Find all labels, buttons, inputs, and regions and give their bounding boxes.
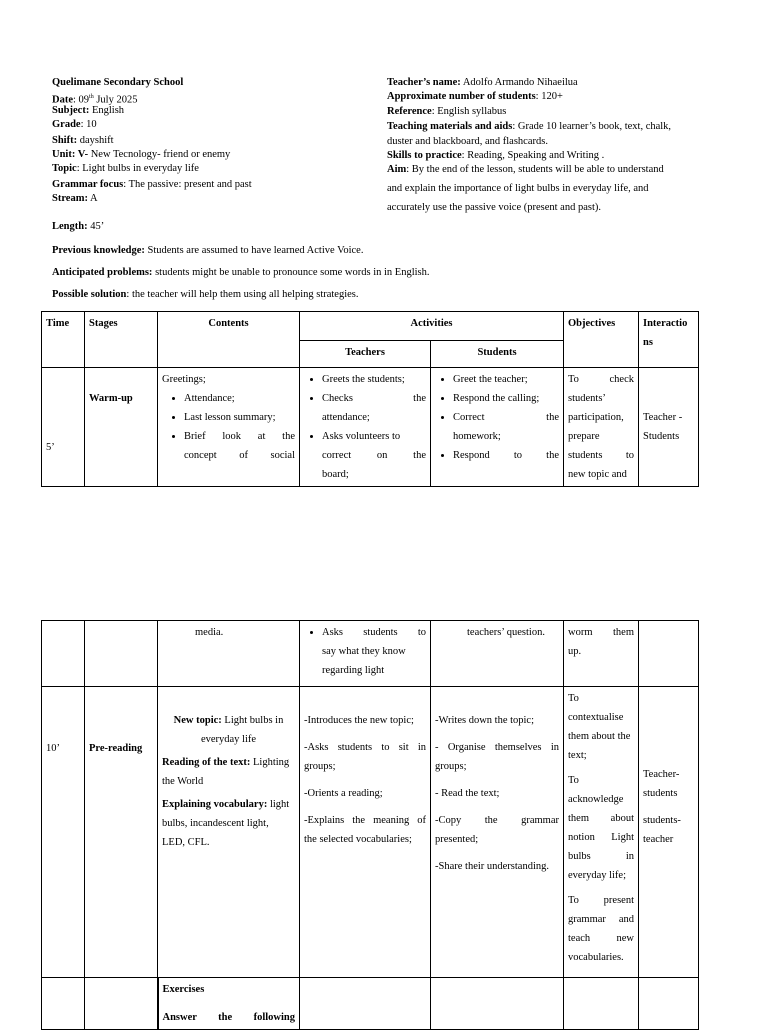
- prereading-objectives: To contextualise them about the text; To acknowledge them about notion Light bulbs in everyday life; To present grammar and teach new vocabularies.: [564, 687, 639, 978]
- school-name: Quelimane Secondary School: [52, 77, 184, 88]
- lesson-subject: Subject: English: [52, 105, 125, 116]
- warmup-student-activities: • Greet the teacher; • Respond the calling; • Correct the homework; • Respond to the: [431, 368, 564, 487]
- prereading-interaction: Teacher- students students- teacher: [639, 687, 699, 978]
- skills: Skills to practice: Reading, Speaking and Writing .: [387, 150, 605, 161]
- warmup-objectives: To check students’ participation, prepare students to new topic and: [564, 368, 639, 487]
- exercises-interaction: [639, 978, 699, 1030]
- warmup-cont-contents: media.: [158, 621, 300, 687]
- exercises-time: [42, 978, 85, 1030]
- aim: Aim: By the end of the lesson, students will be able to understand: [387, 164, 664, 175]
- lesson-unit: Unit: V- New Tecnology- friend or enemy: [52, 149, 231, 160]
- header-students: Students: [431, 341, 564, 368]
- teacher-name: Teacher’s name: Adolfo Armando Nihaeilua: [387, 77, 578, 88]
- header-time: Time: [42, 312, 85, 368]
- exercises-teacher: [300, 978, 431, 1030]
- prereading-stage: Pre-reading: [85, 687, 158, 978]
- exercises-stage: [85, 978, 158, 1030]
- header-interactions: Interactio ns: [639, 312, 699, 368]
- header-stages: Stages: [85, 312, 158, 368]
- prereading-time: 10’: [42, 687, 85, 978]
- header-activities: Activities: [300, 312, 564, 341]
- prereading-teacher-activities: -Introduces the new topic; -Asks students to sit in groups; -Orients a reading; -Explains the meaning of the selected vocabularies;: [300, 687, 431, 978]
- reference: Reference: English syllabus: [387, 106, 507, 117]
- warmup-cont-objectives: worm them up.: [564, 621, 639, 687]
- lesson-date: Date: 09th July 2025: [52, 94, 138, 106]
- header-objectives: Objectives: [564, 312, 639, 368]
- lesson-topic: Topic: Light bulbs in everyday life: [52, 163, 199, 174]
- header-contents: Contents: [158, 312, 300, 368]
- lesson-length: Length: 45’: [52, 221, 105, 232]
- aim-cont-2: accurately use the passive voice (present and past).: [387, 202, 601, 213]
- warmup-stage: Warm-up: [85, 368, 158, 487]
- previous-knowledge: Previous knowledge: Students are assumed to have learned Active Voice.: [52, 245, 364, 256]
- prereading-contents: New topic: Light bulbs in everyday life Reading of the text: Lighting the World Explaining vocabulary: light bulbs, incandescent light, LED, CFL.: [158, 687, 300, 978]
- anticipated-problems: Anticipated problems: students might be unable to pronounce some words in in English.: [52, 267, 430, 278]
- teaching-materials: Teaching materials and aids: Grade 10 learner’s book, text, chalk,: [387, 121, 672, 132]
- header-teachers: Teachers: [300, 341, 431, 368]
- prereading-student-activities: -Writes down the topic; - Organise themselves in groups; - Read the text; -Copy the grammar presented; -Share their understanding.: [431, 687, 564, 978]
- possible-solution: Possible solution: the teacher will help them using all helping strategies.: [52, 289, 359, 300]
- warmup-cont-stage: [85, 621, 158, 687]
- exercises-students: [431, 978, 564, 1030]
- warmup-cont-students: teachers’ question.: [431, 621, 564, 687]
- exercises-objectives: [564, 978, 639, 1030]
- teaching-materials-cont: duster and blackboard, and flashcards.: [387, 136, 548, 147]
- warmup-time: 5’: [42, 368, 85, 487]
- lesson-grammar: Grammar focus: The passive: present and past: [52, 179, 252, 190]
- warmup-cont-interaction: [639, 621, 699, 687]
- exercises-contents: Exercises Answer the following: [158, 978, 300, 1030]
- lesson-shift: Shift: dayshift: [52, 135, 114, 146]
- warmup-cont-time: [42, 621, 85, 687]
- lesson-plan-table-page1: [41, 311, 699, 487]
- lesson-stream: Stream: A: [52, 193, 98, 204]
- warmup-contents: Greetings; • Attendance; • Last lesson summary; • Brief look at the concept of social: [158, 368, 300, 487]
- student-count: Approximate number of students: 120+: [387, 91, 563, 102]
- warmup-interaction: Teacher - Students: [639, 368, 699, 487]
- aim-cont-1: and explain the importance of light bulbs in everyday life, and: [387, 183, 649, 194]
- lesson-grade: Grade: 10: [52, 119, 97, 130]
- lesson-plan-table-page2: [41, 620, 699, 1030]
- warmup-teacher-activities: • Greets the students; • Checks the attendance; • Asks volunteers to correct on the board;: [300, 368, 431, 487]
- warmup-cont-teacher: • Asks students to say what they know regarding light: [300, 621, 431, 687]
